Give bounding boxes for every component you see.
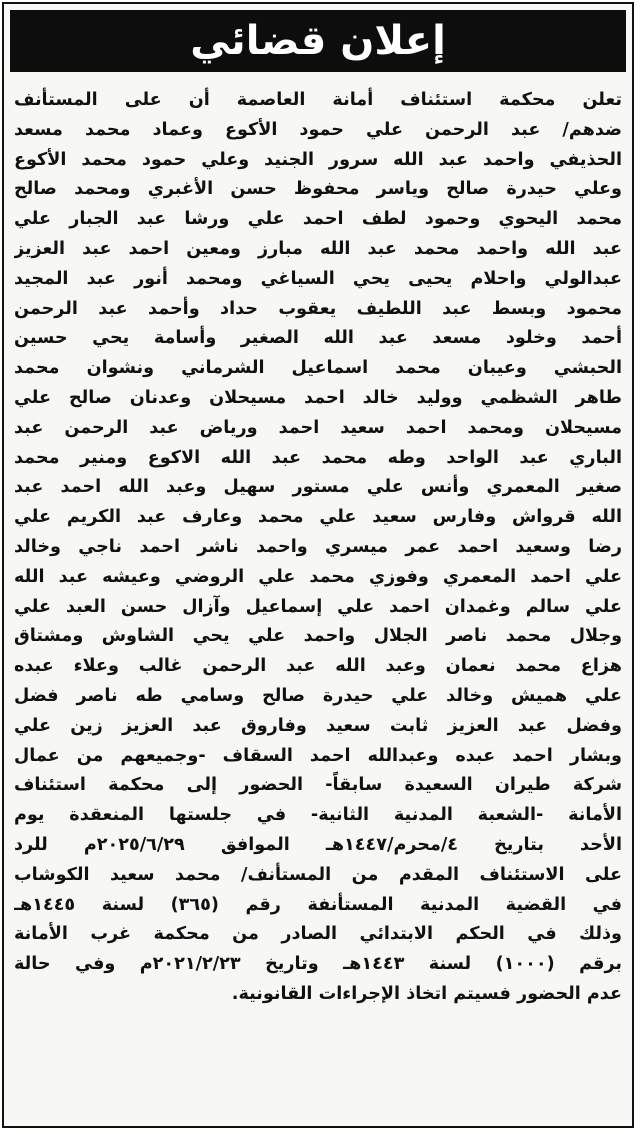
notice-line: وذلك في الحكم الابتدائي الصادر من محكمة غرب الأمانة — [14, 924, 622, 945]
notice-line: عدم الحضور فسيتم اتخاذ الإجراءات القانونية. — [231, 983, 622, 1004]
notice-line: علي احمد المعمري وفوزي محمد علي الروضي وعيشه عبد الله — [14, 566, 622, 587]
notice-line: برقم (١٠٠٠) لسنة ١٤٤٣هـ وتاريخ ٢٠٢١/٢/٢٣م وفي حالة — [14, 954, 622, 975]
notice-header — [10, 10, 626, 72]
notice-line: الحبشي وعيبان محمد اسماعيل الشرماني ونشوان محمد — [14, 358, 622, 379]
notice-line: رضا وسعيد احمد عمر ميسري واحمد ناشر احمد ناجي وخالد — [14, 536, 622, 557]
notice-line: علي هميش وخالد علي حيدرة صالح وسامي طه ناصر فضل — [14, 685, 622, 706]
notice-line: تعلن محكمة استئناف أمانة العاصمة أن على المستأنف — [14, 90, 622, 110]
notice-line: وبشار احمد عبده وعبدالله احمد السقاف -وجميعهم من عمال — [14, 745, 622, 766]
notice-line: صغير المعمري وأنس علي مستور سهيل وعبد الله احمد عبد — [14, 477, 622, 498]
notice-line: وجلال محمد ناصر الجلال واحمد علي يحي الشاوش ومشتاق — [14, 626, 622, 647]
notice-line: عبد الله واحمد محمد عبد الله مبارز ومعين احمد عبد العزيز — [14, 238, 622, 259]
notice-line: محمود وبسط عبد اللطيف يعقوب حداد وأحمد عبد الرحمن — [14, 298, 622, 319]
notice-line: مسيحلان ومحمد احمد سعيد احمد ورياض عبد الرحمن عبد — [14, 417, 622, 438]
notice-line: وفضل عبد العزيز ثابت سعيد وفاروق عبد العزيز زين علي — [14, 715, 622, 736]
notice-line: الأحد بتاريخ ٤/محرم/١٤٤٧هـ الموافق ٢٠٢٥/٦/٢٩م للرد — [14, 834, 622, 855]
notice-body — [14, 86, 622, 1010]
notice-line: هزاع محمد نعمان وعبد الله عبد الرحمن غالب وعلاء عبده — [14, 656, 622, 677]
notice-line: في القضية المدنية المستأنفة رقم (٣٦٥) لسنة ١٤٤٥هـ — [14, 894, 622, 915]
notice-line: ضدهم/ عبد الرحمن علي حمود الأكوع وعماد محمد مسعد — [14, 119, 622, 140]
notice-line: طاهر الشظمي ووليد خالد احمد مسيحلان وعدنان صالح علي — [14, 387, 622, 408]
notice-line: أحمد وخلود مسعد عبد الله الصغير وأسامة يحي حسين — [14, 328, 622, 349]
notice-line: شركة طيران السعيدة سابقاً- الحضور إلى محكمة استئناف — [14, 775, 622, 796]
notice-line: على الاستئناف المقدم من المستأنف/ محمد سعيد الكوشاب — [14, 864, 622, 885]
notice-line: علي سالم وغمدان احمد علي إسماعيل وآزال حسن العبد علي — [14, 596, 622, 617]
notice-title: إعلان قضائي — [190, 18, 446, 64]
notice-line: الحذيفي واحمد عبد الله سرور الجنيد وعلي حمود محمد الأكوع — [14, 149, 622, 170]
notice-line: الباري عبد الواحد وطه محمد عبد الله الاكوع ومنير محمد — [14, 447, 622, 468]
notice-line: الأمانة -الشعبة المدنية الثانية- في جلستها المنعقدة يوم — [14, 805, 622, 826]
notice-line: عبدالولي واحلام يحيى يحي السياغي ومحمد أنور عبد المجيد — [14, 268, 622, 289]
judicial-notice — [2, 2, 634, 1128]
notice-line: الله قرواش وفارس سعيد علي محمد وعارف عبد الكريم علي — [14, 507, 622, 528]
notice-line: وعلي حيدرة صالح وياسر محفوظ حسن الأغبري ومحمد صالح — [14, 179, 622, 200]
notice-line: محمد اليحوي وحمود لطف احمد علي ورشا عبد الجبار علي — [14, 209, 622, 230]
